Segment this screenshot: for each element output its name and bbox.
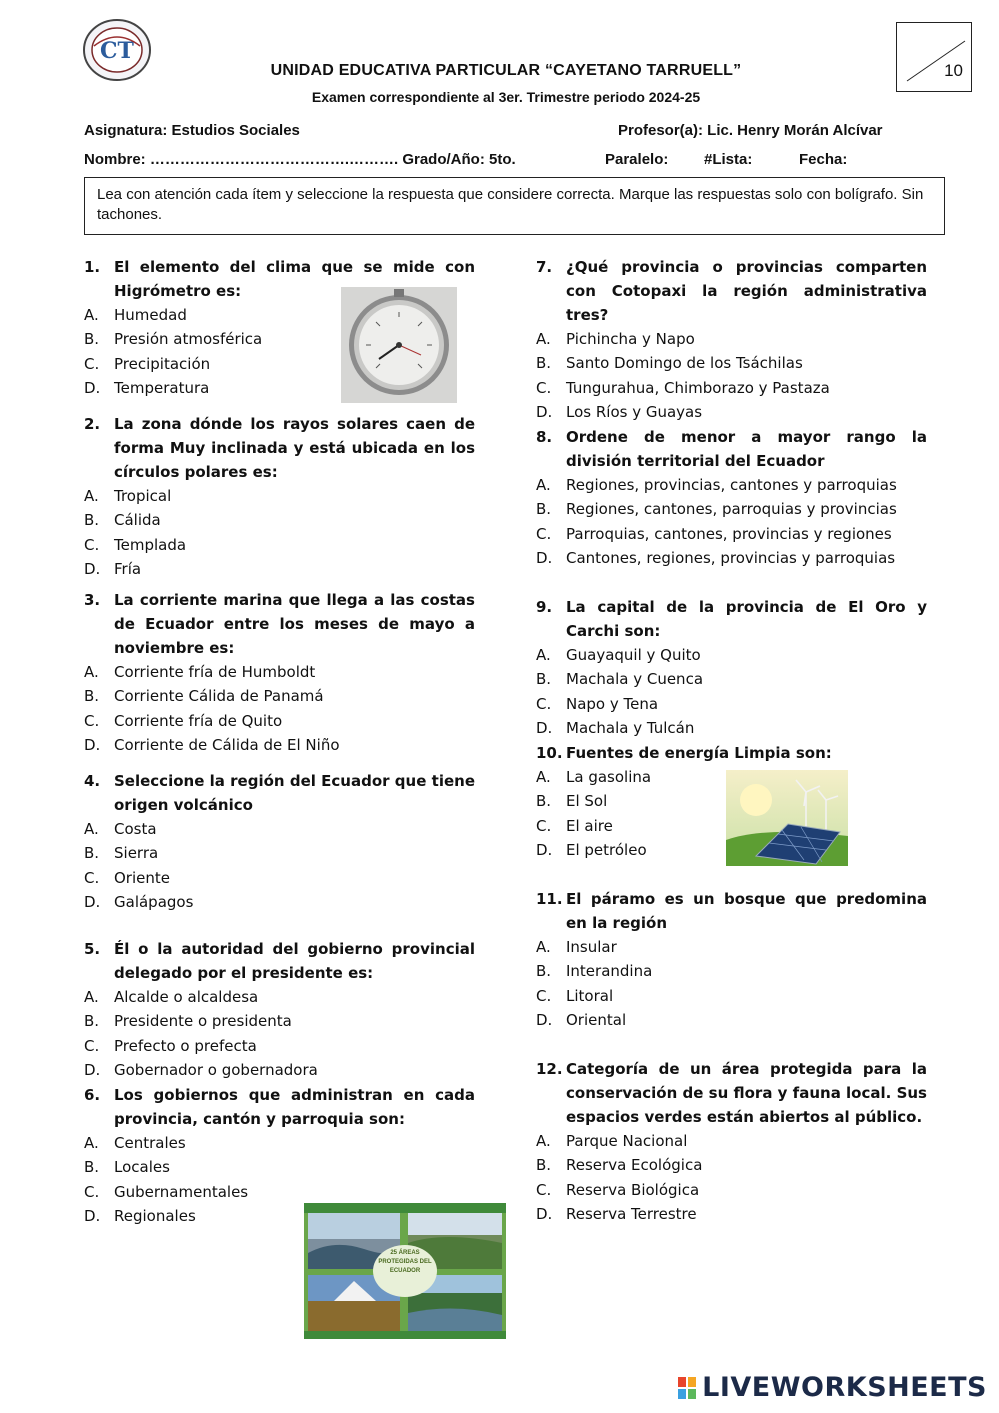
option-letter: A. [84, 663, 99, 681]
option-letter: C. [536, 694, 552, 713]
answer-option[interactable] [536, 959, 927, 983]
option-text: El Sol [566, 792, 608, 811]
question-number: 10. [536, 744, 563, 762]
answer-option[interactable] [536, 1178, 927, 1202]
question-stem [84, 412, 475, 484]
answer-option[interactable] [536, 376, 927, 400]
option-letter: B. [84, 1012, 100, 1031]
option-letter: C. [84, 711, 100, 730]
option-text: Oriental [566, 1010, 627, 1029]
option-letter: C. [536, 1180, 552, 1199]
option-letter: A. [536, 476, 551, 494]
question-stem [536, 595, 927, 643]
option-letter: C. [536, 816, 552, 835]
question-text: Fuentes de energía Limpia son: [566, 744, 832, 762]
question-5 [84, 937, 475, 1082]
option-text: Regiones, cantones, parroquias y provincias [566, 500, 897, 519]
option-text: Sierra [114, 844, 159, 863]
question-number: 6. [84, 1086, 101, 1104]
question-stem [536, 425, 927, 473]
option-letter: B. [84, 511, 100, 530]
answer-option[interactable] [84, 890, 475, 914]
protected-areas-caption: 25 ÁREAS PROTEGIDAS DEL ECUADOR [378, 1250, 432, 1274]
answer-option[interactable] [536, 522, 927, 546]
answer-option[interactable] [536, 546, 927, 570]
answer-option[interactable] [84, 684, 475, 708]
option-text: Presidente o presidenta [114, 1012, 292, 1031]
option-text: Reserva Terrestre [566, 1204, 697, 1223]
answer-option[interactable] [536, 716, 927, 740]
question-stem [536, 887, 927, 935]
option-letter: C. [84, 1036, 100, 1055]
option-letter: A. [536, 330, 551, 348]
option-letter: C. [536, 524, 552, 543]
option-letter: D. [536, 1010, 553, 1029]
option-letter: C. [84, 354, 100, 373]
question-stem [536, 741, 927, 765]
answer-option[interactable] [536, 643, 927, 667]
question-text: Los gobiernos que administran en cada provincia, cantón y parroquia son: [114, 1086, 475, 1128]
question-stem [84, 937, 475, 985]
option-text: Corriente Cálida de Panamá [114, 687, 324, 706]
liveworksheets-brand [678, 1372, 987, 1403]
question-11 [536, 887, 927, 1032]
answer-option[interactable] [536, 497, 927, 521]
question-number: 1. [84, 258, 101, 276]
answer-option[interactable] [536, 1202, 927, 1226]
option-letter: B. [536, 354, 552, 373]
option-text: Insular [566, 938, 617, 956]
question-text: Él o la autoridad del gobierno provincial delegado por el presidente es: [114, 940, 475, 982]
option-text: Pichincha y Napo [566, 330, 695, 348]
option-text: Santo Domingo de los Tsáchilas [566, 354, 803, 373]
option-letter: A. [84, 820, 99, 838]
question-7 [536, 255, 927, 424]
option-text: Guayaquil y Quito [566, 646, 701, 664]
teacher-label: Profesor(a): Lic. Henry Morán Alcívar [618, 122, 883, 139]
question-number: 5. [84, 940, 101, 958]
option-text: Tropical [114, 487, 172, 505]
option-text: Gobernador o gobernadora [114, 1060, 318, 1079]
question-12 [536, 1057, 927, 1226]
option-letter: B. [84, 687, 100, 706]
option-letter: D. [536, 1204, 553, 1223]
grade-value: 10 [944, 61, 963, 80]
paralelo-label: Paralelo: [605, 151, 669, 168]
option-text: Gubernamentales [114, 1182, 249, 1201]
answer-option[interactable] [84, 1009, 475, 1033]
question-8 [536, 425, 927, 570]
question-stem [84, 769, 475, 817]
question-number: 9. [536, 598, 553, 616]
option-letter: D. [84, 735, 101, 754]
option-text: Galápagos [114, 892, 194, 911]
option-letter: B. [536, 1156, 552, 1175]
exam-title: Examen correspondiente al 3er. Trimestre periodo 2024-25 [311, 89, 701, 105]
option-text: La gasolina [566, 768, 652, 786]
question-text: Seleccione la región del Ecuador que tiene origen volcánico [114, 772, 475, 814]
option-text: Tungurahua, Chimborazo y Pastaza [566, 378, 830, 397]
option-letter: D. [536, 548, 553, 567]
question-text: Ordene de menor a mayor rango la división territorial del Ecuador [566, 428, 927, 470]
option-text: Machala y Tulcán [566, 718, 695, 737]
brand-logo-icon [678, 1377, 696, 1399]
option-text: Corriente fría de Quito [114, 711, 283, 730]
option-letter: A. [84, 1134, 99, 1152]
option-letter: A. [536, 768, 551, 786]
question-text: La zona dónde los rayos solares caen de forma Muy inclinada y está ubicada en los círculos polares es: [114, 415, 475, 481]
question-number: 7. [536, 258, 553, 276]
option-letter: C. [84, 1182, 100, 1201]
option-text: Presión atmosférica [114, 330, 263, 349]
answer-option[interactable] [84, 660, 475, 684]
question-stem [84, 588, 475, 660]
question-9 [536, 595, 927, 740]
answer-option[interactable] [536, 1008, 927, 1032]
protected-areas-image [304, 1203, 506, 1339]
option-letter: D. [84, 559, 101, 578]
question-3 [84, 588, 475, 757]
option-letter: D. [536, 718, 553, 737]
answer-option[interactable] [84, 484, 475, 508]
option-text: Prefecto o prefecta [114, 1036, 257, 1055]
option-letter: A. [536, 1132, 551, 1150]
option-text: Litoral [566, 986, 614, 1005]
lista-label: #Lista: [704, 151, 753, 168]
fecha-label: Fecha: [799, 151, 848, 168]
answer-option[interactable] [536, 667, 927, 691]
option-text: Precipitación [114, 354, 211, 373]
question-number: 2. [84, 415, 101, 433]
answer-option[interactable] [84, 866, 475, 890]
option-letter: D. [84, 1060, 101, 1079]
answer-option[interactable] [536, 984, 927, 1008]
option-letter: B. [536, 500, 552, 519]
option-letter: A. [536, 646, 551, 664]
question-number: 12. [536, 1060, 563, 1078]
option-text: Locales [114, 1158, 170, 1177]
option-text: Parque Nacional [566, 1132, 688, 1150]
option-letter: B. [536, 962, 552, 981]
question-text: El elemento del clima que se mide con Higrómetro es: [114, 258, 475, 300]
option-text: Reserva Ecológica [566, 1156, 703, 1175]
option-text: Temperatura [114, 378, 210, 397]
option-letter: B. [84, 844, 100, 863]
answer-option[interactable] [84, 533, 475, 557]
option-text: Alcalde o alcaldesa [114, 988, 259, 1006]
option-text: El aire [566, 816, 613, 835]
svg-text:CT: CT [100, 38, 134, 64]
option-letter: B. [536, 792, 552, 811]
option-letter: A. [84, 988, 99, 1006]
option-text: Centrales [114, 1134, 186, 1152]
answer-option[interactable] [536, 473, 927, 497]
answer-option[interactable] [536, 400, 927, 424]
option-text: Cantones, regiones, provincias y parroquias [566, 548, 896, 567]
option-letter: D. [84, 378, 101, 397]
school-name: UNIDAD EDUCATIVA PARTICULAR “CAYETANO TARRUELL” [270, 62, 742, 79]
answer-option[interactable] [84, 1034, 475, 1058]
answer-option[interactable] [84, 1180, 475, 1204]
option-letter: C. [536, 986, 552, 1005]
option-letter: D. [536, 840, 553, 859]
option-text: Reserva Biológica [566, 1180, 700, 1199]
answer-option[interactable] [84, 733, 475, 757]
brand-text: LIVEWORKSHEETS [702, 1372, 987, 1403]
option-letter: D. [84, 1206, 101, 1225]
answer-option[interactable] [84, 1155, 475, 1179]
option-text: Templada [114, 535, 187, 554]
option-text: Los Ríos y Guayas [566, 402, 703, 421]
question-number: 3. [84, 591, 101, 609]
question-stem [84, 1083, 475, 1131]
question-stem [536, 1057, 927, 1129]
answer-option[interactable] [84, 508, 475, 532]
question-number: 8. [536, 428, 553, 446]
option-letter: C. [536, 378, 552, 397]
question-number: 4. [84, 772, 101, 790]
option-text: Corriente fría de Humboldt [114, 663, 316, 681]
option-text: Parroquias, cantones, provincias y regiones [566, 524, 892, 543]
question-text: La capital de la provincia de El Oro y Carchi son: [566, 598, 927, 640]
question-stem [536, 255, 927, 327]
answer-option[interactable] [536, 1153, 927, 1177]
option-text: Machala y Cuenca [566, 670, 704, 689]
option-text: Interandina [566, 962, 653, 981]
option-letter: B. [536, 670, 552, 689]
answer-option[interactable] [84, 709, 475, 733]
option-text: Cálida [114, 511, 161, 530]
option-text: Costa [114, 820, 157, 838]
answer-option[interactable] [536, 351, 927, 375]
option-letter: A. [84, 487, 99, 505]
option-text: Regiones, provincias, cantones y parroquias [566, 476, 897, 494]
option-text: Corriente de Cálida de El Niño [114, 735, 340, 754]
clean-energy-image [726, 770, 848, 866]
option-text: Regionales [114, 1206, 196, 1225]
grade-box [896, 22, 972, 92]
option-text: Napo y Tena [566, 694, 659, 713]
option-letter: C. [84, 868, 100, 887]
question-text: ¿Qué provincia o provincias comparten con Cotopaxi la región administrativa tres? [566, 258, 927, 324]
hygrometer-image [341, 287, 457, 403]
answer-option[interactable] [536, 1129, 927, 1153]
answer-option[interactable] [536, 327, 927, 351]
question-text: La corriente marina que llega a las costas de Ecuador entre los meses de mayo a noviembre es: [114, 591, 475, 657]
option-text: Fría [114, 559, 142, 578]
answer-option[interactable] [84, 557, 475, 581]
name-line: Nombre: ………………………………….………. Grado/Año: 5to. [84, 151, 516, 168]
option-letter: B. [84, 1158, 100, 1177]
question-2 [84, 412, 475, 581]
question-number: 11. [536, 890, 563, 908]
answer-option[interactable] [84, 985, 475, 1009]
subject-label: Asignatura: Estudios Sociales [84, 122, 300, 139]
answer-option[interactable] [84, 1131, 475, 1155]
answer-option[interactable] [536, 692, 927, 716]
answer-option[interactable] [84, 841, 475, 865]
question-4 [84, 769, 475, 914]
option-text: Humedad [114, 306, 187, 324]
option-text: El petróleo [566, 840, 647, 859]
option-letter: B. [84, 330, 100, 349]
option-letter: A. [536, 938, 551, 956]
option-letter: D. [536, 402, 553, 421]
option-letter: D. [84, 892, 101, 911]
option-text: Oriente [114, 868, 170, 887]
instructions-box: Lea con atención cada ítem y seleccione la respuesta que considere correcta. Marque las respuestas solo con bolígrafo. Sin tachones. [84, 177, 945, 235]
answer-option[interactable] [536, 935, 927, 959]
answer-option[interactable] [84, 1058, 475, 1082]
option-letter: C. [84, 535, 100, 554]
question-text: Categoría de un área protegida para la conservación de su flora y fauna local. Sus espacios verdes están abiertos al público. [566, 1060, 927, 1126]
option-letter: A. [84, 306, 99, 324]
question-text: El páramo es un bosque que predomina en la región [566, 890, 927, 932]
answer-option[interactable] [84, 817, 475, 841]
